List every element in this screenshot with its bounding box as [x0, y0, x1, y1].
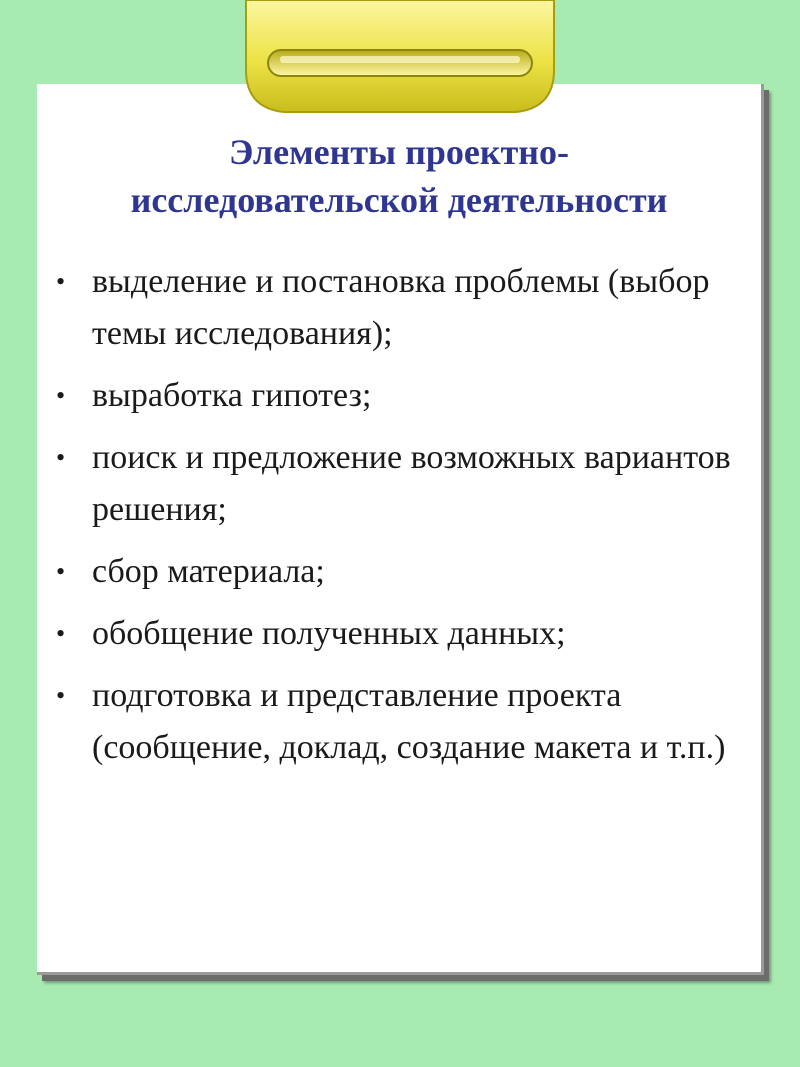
- bullet-icon: •: [56, 381, 66, 410]
- paper-clip-icon: [240, 0, 560, 118]
- slide-title: [37, 128, 761, 224]
- bullet-icon: •: [56, 443, 66, 472]
- bullet-icon: •: [56, 681, 66, 710]
- list-item: [52, 608, 757, 660]
- list-item: [52, 256, 757, 360]
- list-item-text: обобщение полученных данных;: [92, 615, 566, 652]
- list-item: [52, 370, 757, 422]
- bullet-icon: •: [56, 267, 66, 296]
- list-item: [52, 670, 757, 774]
- bullet-icon: •: [56, 557, 66, 586]
- title-line-1: Элементы проектно-: [228, 132, 570, 172]
- list-item-text: подготовка и представление проекта (сообщение, доклад, создание макета и т.п.): [92, 677, 726, 766]
- list-item-text: сбор материала;: [92, 553, 325, 590]
- list-item-text: поиск и предложение возможных вариантов решения;: [92, 439, 731, 528]
- bullet-icon: •: [56, 619, 66, 648]
- list-item-text: выработка гипотез;: [92, 377, 372, 414]
- list-item: [52, 546, 757, 598]
- title-line-2: исследовательской деятельности: [130, 180, 668, 220]
- list-item: [52, 432, 757, 536]
- list-item-text: выделение и постановка проблемы (выбор темы исследования);: [92, 263, 710, 352]
- bullet-list: [52, 256, 757, 784]
